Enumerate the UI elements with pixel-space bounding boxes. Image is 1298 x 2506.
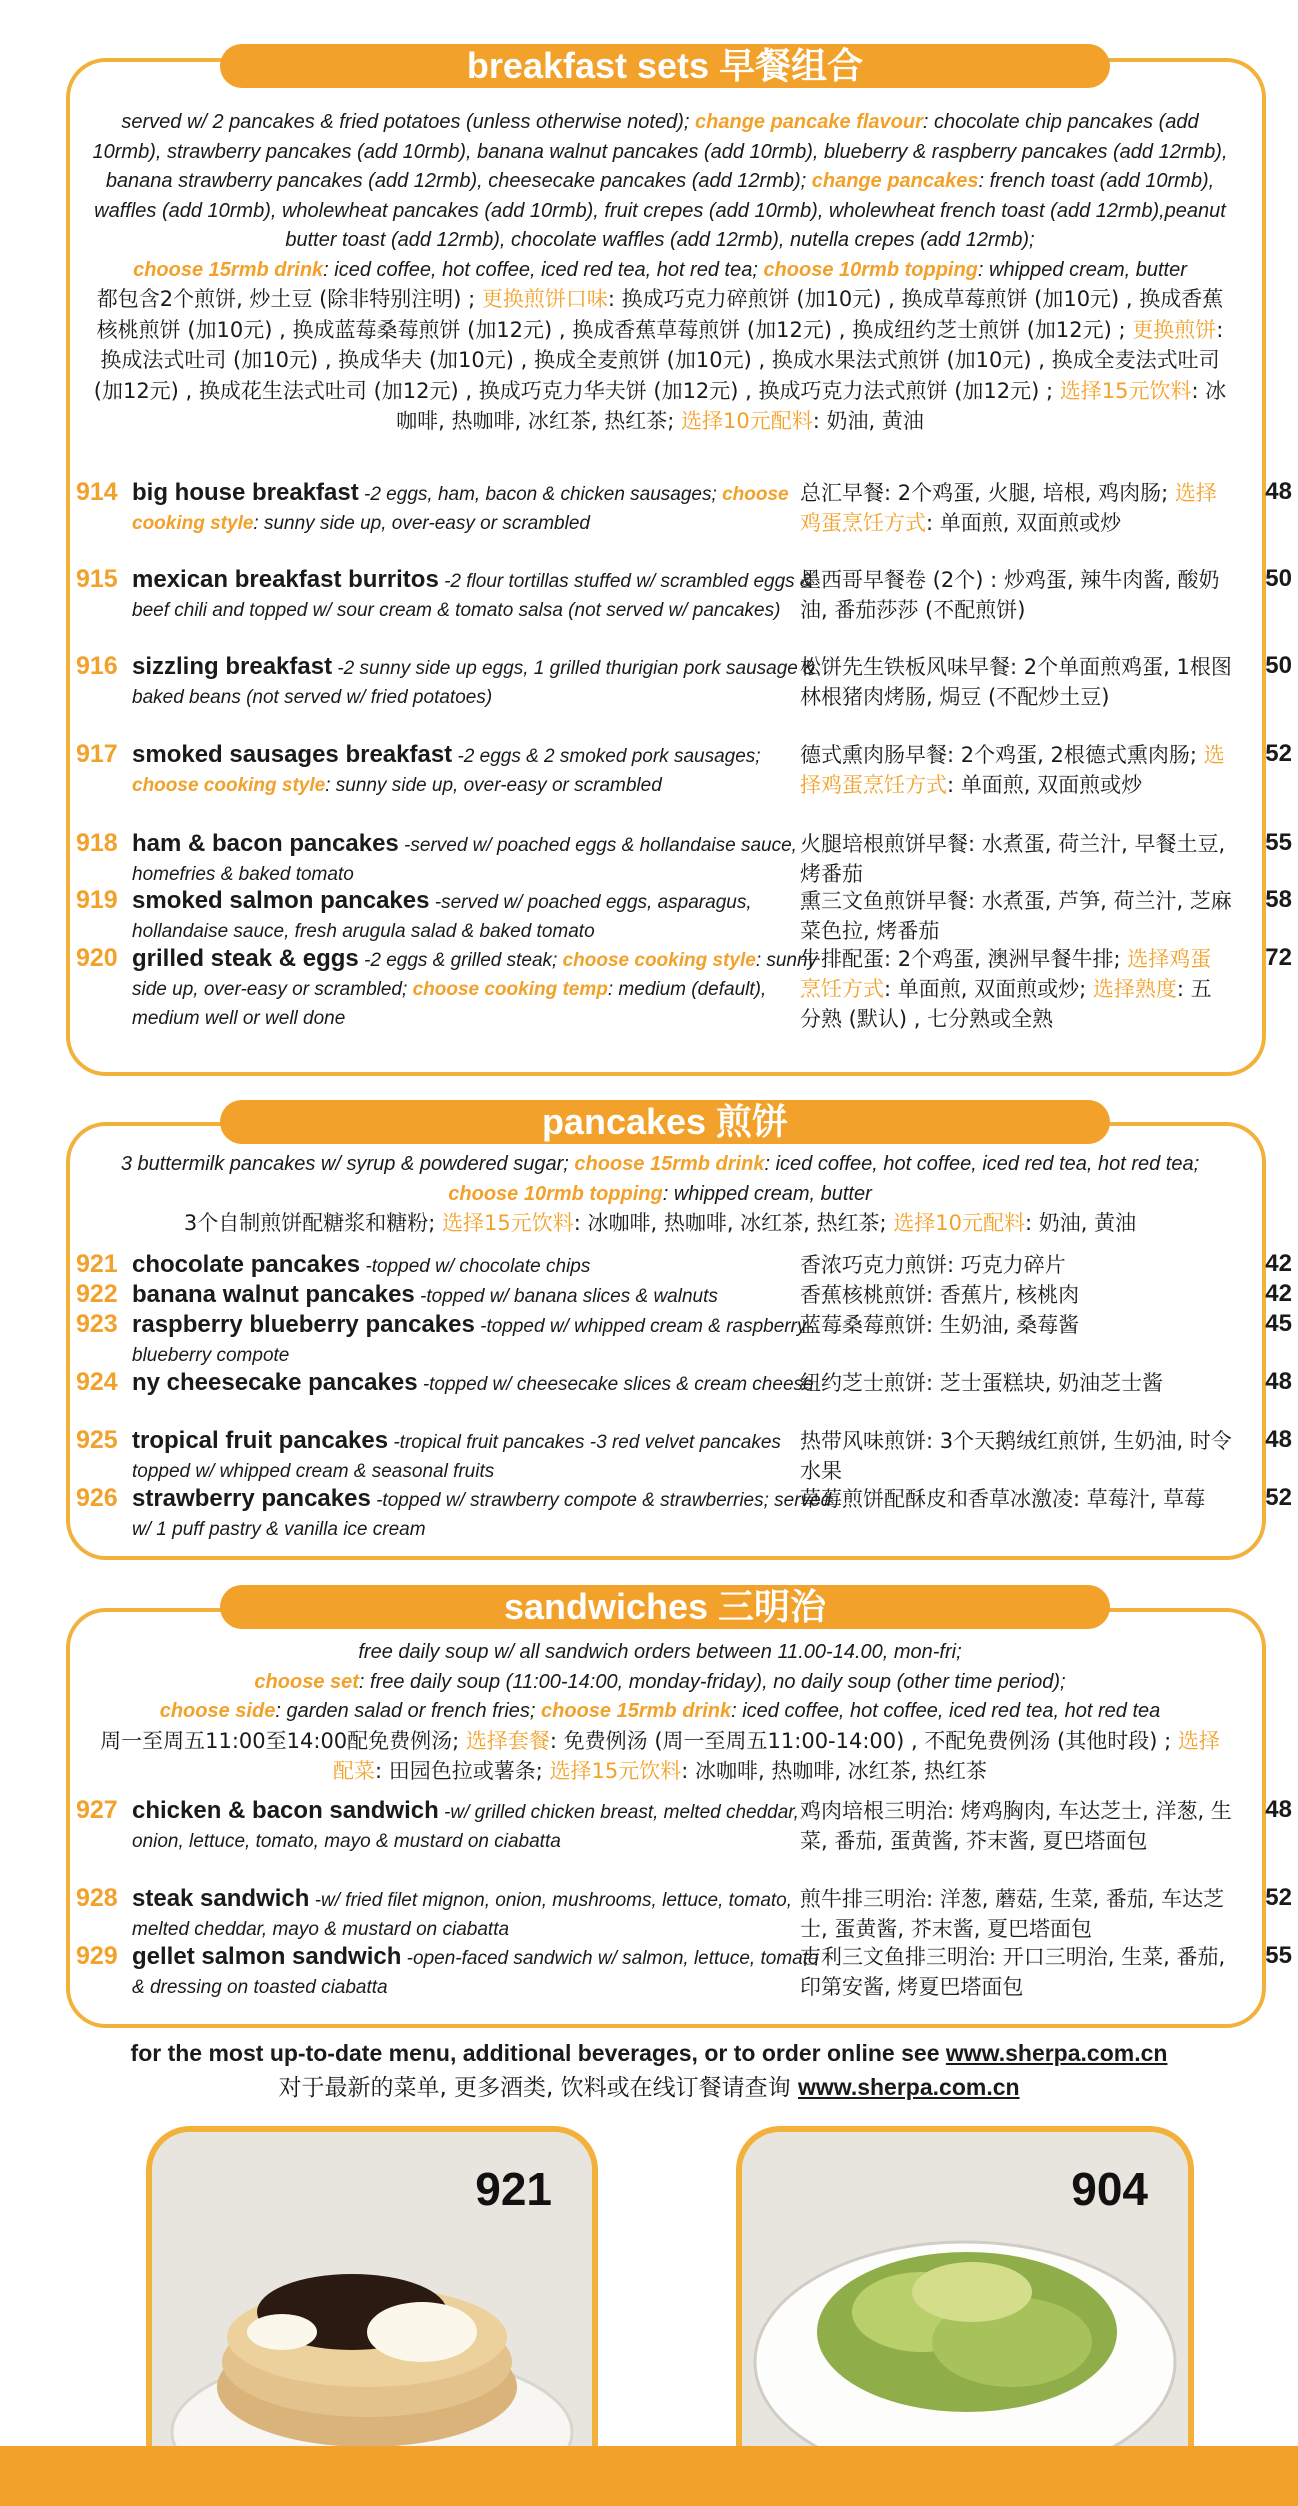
- item-name: ny cheesecake pancakes: [132, 1369, 418, 1396]
- item-price: 52: [1265, 740, 1292, 767]
- item-price: 72: [1265, 944, 1292, 971]
- pancakes-intro: 3 buttermilk pancakes w/ syrup & powdered sugar; choose 15rmb drink: iced coffee, hot coffee, iced red tea, hot red tea; choose 10rmb topping: whipped cream, butter 3个自制煎饼配糖浆和糖粉; 选择15元饮料: 冰咖啡, 热咖啡, 冰红茶, 热红茶; 选择10元配料: 奶油, 黄油: [120, 1153, 1200, 1235]
- item-chinese: 纽约芝士煎饼: 芝士蛋糕块, 奶油芝士酱: [800, 1371, 1164, 1395]
- sandwiches-intro: free daily soup w/ all sandwich orders between 11.00-14.00, mon-fri; choose set: free daily soup (11:00-14:00, monday-friday), no daily soup (other time period); choose side: garden salad or french fries; choose 15rmb drink: iced coffee, hot coffee, iced red tea, hot red tea 周一至周五11:00至14:00配免费例汤; 选择套餐: 免费例汤 (周一至周五11:00-14:00) , 不配免费例汤 (其他时段) ; 选择配菜: 田园色拉或薯条; 选择15元饮料: 冰咖啡, 热咖啡, 冰红茶, 热红茶: [100, 1641, 1220, 1783]
- item-price: 55: [1265, 829, 1292, 856]
- item-chinese: 香蕉核桃煎饼: 香蕉片, 核桃肉: [800, 1283, 1080, 1307]
- item-price: 42: [1265, 1280, 1292, 1307]
- item-chinese: 香浓巧克力煎饼: 巧克力碎片: [800, 1253, 1066, 1277]
- item-chinese: 熏三文鱼煎饼早餐: 水煮蛋, 芦笋, 荷兰汁, 芝麻菜色拉, 烤番茄: [800, 889, 1232, 943]
- item-chinese: 吉利三文鱼排三明治: 开口三明治, 生菜, 番茄, 印第安酱, 烤夏巴塔面包: [800, 1945, 1226, 1999]
- item-name: raspberry blueberry pancakes: [132, 1311, 475, 1338]
- item-price: 48: [1265, 1368, 1292, 1395]
- website-link-cn[interactable]: www.sherpa.com.cn: [798, 2074, 1020, 2100]
- item-name: strawberry pancakes: [132, 1485, 371, 1512]
- item-number: 914: [76, 478, 118, 506]
- item-number: 929: [76, 1942, 118, 1970]
- item-price: 52: [1265, 1484, 1292, 1511]
- item-name: gellet salmon sandwich: [132, 1943, 402, 1970]
- item-chinese: 煎牛排三明治: 洋葱, 蘑菇, 生菜, 番茄, 车达芝士, 蛋黄酱, 芥末酱, 夏巴塔面包: [800, 1887, 1225, 1941]
- item-number: 918: [76, 829, 118, 857]
- item-chinese: 草莓煎饼配酥皮和香草冰激凌: 草莓汁, 草莓: [800, 1487, 1206, 1511]
- item-number: 922: [76, 1280, 118, 1308]
- bottom-bar: [0, 2446, 1298, 2506]
- item-name: big house breakfast: [132, 479, 359, 506]
- photo-label: 904: [1071, 2163, 1148, 2215]
- item-chinese: 总汇早餐: 2个鸡蛋, 火腿, 培根, 鸡肉肠; 选择鸡蛋烹饪方式: 单面煎, 双面煎或炒: [800, 481, 1217, 535]
- item-chinese: 牛排配蛋: 2个鸡蛋, 澳洲早餐牛排; 选择鸡蛋烹饪方式: 单面煎, 双面煎或炒; 选择熟度: 五分熟 (默认) , 七分熟或全熟: [800, 947, 1212, 1031]
- item-chinese: 热带风味煎饼: 3个天鹅绒红煎饼, 生奶油, 时令水果: [800, 1429, 1232, 1483]
- item-price: 48: [1265, 1426, 1292, 1453]
- item-name: tropical fruit pancakes: [132, 1427, 389, 1454]
- item-chinese: 蓝莓桑莓煎饼: 生奶油, 桑莓酱: [800, 1313, 1080, 1337]
- photo-chocolate-pancakes: [146, 2126, 598, 2472]
- breakfast-intro: served w/ 2 pancakes & fried potatoes (unless otherwise noted); change pancake flavour: chocolate chip pancakes (add 10rmb), strawberry pancakes (add 10rmb), banana walnut pancakes (add 10rmb), blueberry & raspberry pancakes (add 12rmb), banana strawberry pancakes (add 12rmb), cheesecake pancakes (add 12rmb); change pancakes: french toast (add 10rmb), waffles (add 10rmb), wholewheat pancakes (add 10rmb), fruit crepes (add 10rmb), wholewheat french toast (add 12rmb),peanut butter toast (add 12rmb), chocolate waffles (add 12rmb), nutella crepes (add 12rmb); choose 15rmb drink: iced coffee, hot coffee, iced red tea, hot red tea; choose 10rmb topping: whipped cream, butter 都包含2个煎饼, 炒土豆 (除非特别注明) ; 更换煎饼口味: 换成巧克力碎煎饼 (加10元) , 换成草莓煎饼 (加10元) , 换成香蕉核桃煎饼 (加10元) , 换成蓝莓桑莓煎饼 (加12元) , 换成香蕉草莓煎饼 (加12元) , 换成纽约芝士煎饼 (加12元) ; 更换煎饼: 换成法式吐司 (加10元) , 换成华夫 (加10元) , 换成全麦煎饼 (加10元) , 换成水果法式煎饼 (加10元) , 换成全麦法式吐司 (加12元) , 换成花生法式吐司 (加12元) , 换成巧克力华夫饼 (加12元) , 换成巧克力法式煎饼 (加12元) ; 选择15元饮料: 冰咖啡, 热咖啡, 冰红茶, 热红茶; 选择10元配料: 奶油, 黄油: [92, 111, 1228, 433]
- sandwiches-title: sandwiches 三明治: [220, 1585, 1110, 1629]
- item-number: 928: [76, 1884, 118, 1912]
- item-name: smoked sausages breakfast: [132, 741, 453, 768]
- item-price: 50: [1265, 652, 1292, 679]
- item-name: grilled steak & eggs: [132, 945, 359, 972]
- item-price: 48: [1265, 478, 1292, 505]
- item-chinese: 德式熏肉肠早餐: 2个鸡蛋, 2根德式熏肉肠; 选择鸡蛋烹饪方式: 单面煎, 双面煎或炒: [800, 743, 1225, 797]
- item-chinese: 松饼先生铁板风味早餐: 2个单面煎鸡蛋, 1根图林根猪肉烤肠, 焗豆 (不配炒土豆): [800, 655, 1232, 709]
- breakfast-title: breakfast sets 早餐组合: [220, 44, 1110, 88]
- pancakes-title: pancakes 煎饼: [220, 1100, 1110, 1144]
- item-price: 48: [1265, 1796, 1292, 1823]
- item-number: 919: [76, 886, 118, 914]
- item-number: 924: [76, 1368, 118, 1396]
- item-number: 915: [76, 565, 118, 593]
- item-chinese: 鸡肉培根三明治: 烤鸡胸肉, 车达芝士, 洋葱, 生菜, 番茄, 蛋黄酱, 芥末酱, 夏巴塔面包: [800, 1799, 1232, 1853]
- item-name: mexican breakfast burritos: [132, 566, 439, 593]
- item-number: 916: [76, 652, 118, 680]
- item-price: 55: [1265, 1942, 1292, 1969]
- item-name: banana walnut pancakes: [132, 1281, 415, 1308]
- item-name: smoked salmon pancakes: [132, 887, 430, 914]
- item-number: 920: [76, 944, 118, 972]
- photo-label: 921: [475, 2163, 552, 2215]
- item-name: chocolate pancakes: [132, 1251, 361, 1278]
- item-number: 921: [76, 1250, 118, 1278]
- item-chinese: 火腿培根煎饼早餐: 水煮蛋, 荷兰汁, 早餐土豆, 烤番茄: [800, 832, 1226, 886]
- item-number: 927: [76, 1796, 118, 1824]
- item-name: steak sandwich: [132, 1885, 310, 1912]
- item-name: sizzling breakfast: [132, 653, 333, 680]
- item-name: ham & bacon pancakes: [132, 830, 399, 857]
- website-link[interactable]: www.sherpa.com.cn: [945, 2040, 1168, 2066]
- item-price: 58: [1265, 886, 1292, 913]
- item-price: 42: [1265, 1250, 1292, 1277]
- item-chinese: 墨西哥早餐卷 (2个) : 炒鸡蛋, 辣牛肉酱, 酸奶油, 番茄莎莎 (不配煎饼): [800, 568, 1220, 622]
- item-number: 925: [76, 1426, 118, 1454]
- item-number: 923: [76, 1310, 118, 1338]
- item-price: 45: [1265, 1310, 1292, 1337]
- item-number: 917: [76, 740, 118, 768]
- footer-note: for the most up-to-date menu, additional beverages, or to order online see www.sherpa.com.cn 对于最新的菜单, 更多酒类, 饮料或在线订餐请查询 www.sherpa.com.cn: [130, 2040, 1168, 2101]
- item-name: chicken & bacon sandwich: [132, 1797, 439, 1824]
- item-number: 926: [76, 1484, 118, 1512]
- item-price: 50: [1265, 565, 1292, 592]
- photo-caesar-salad: [736, 2126, 1194, 2472]
- item-price: 52: [1265, 1884, 1292, 1911]
